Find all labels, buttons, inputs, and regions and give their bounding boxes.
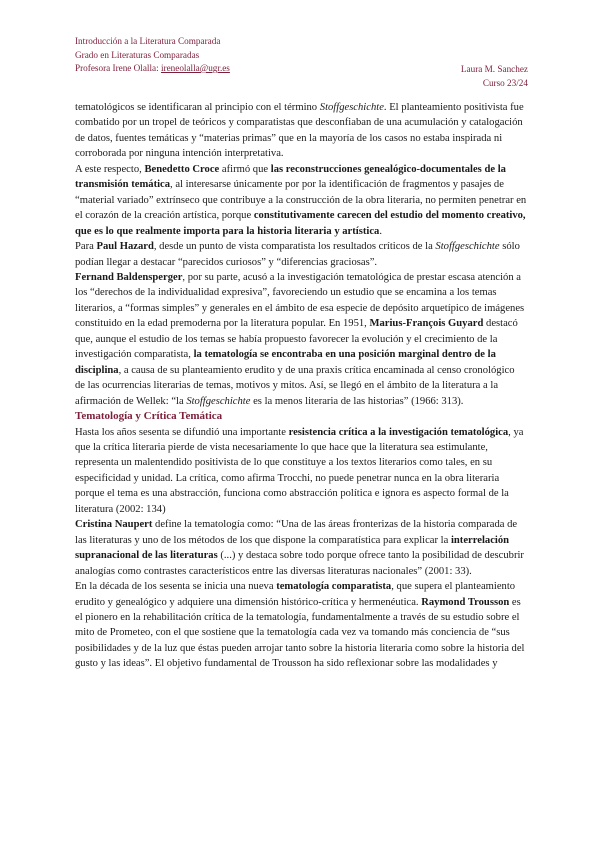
professor-label: Profesora Irene Olalla: [75, 63, 159, 73]
text-run: afirmó que [219, 163, 271, 175]
bold-phrase: interrelación supranacional de las literaturas [75, 534, 510, 562]
bold-name: Cristina Naupert [75, 519, 153, 531]
paragraph [75, 425, 527, 518]
paragraph [75, 270, 527, 409]
text-run: , que supera el planteamiento erudito y genealógico y adquiere una dimensión histórico-crítica y hermenéutica. [75, 581, 516, 608]
text-run: , al interesarse únicamente por por la identificación de fragmentos y pasajes de “material variado” extrínseco que contribuye a la construcción de la obra literaria, no permiten penetrar en el corazón de la creación artística, porque [75, 179, 527, 222]
bold-name: Marius-François Guyard [369, 318, 484, 330]
text-run: . [379, 225, 382, 237]
bold-name: Raymond Trousson [421, 596, 510, 608]
text-run: A este respecto, [75, 163, 145, 175]
text-run: , a causa de su planteamiento erudito y de una praxis crítica encaminada al censo cronológico de las ocurrencias literarias de temas, motivos y mitos. Así, se llegó en el ámbito de la literatura a la afirmación de Wellek: “la [75, 364, 515, 407]
bold-phrase: las reconstrucciones genealógico-documentales de la transmisión temática [75, 163, 506, 191]
text-run: . El planteamiento positivista fue combatido por un tropel de teóricos y comparatistas que desconfiaban de una acumulación y catalogación de datos, fuentes temáticas y “materias primas” que en la mayoría de los casos no estaba inspirada ni corroborada por ninguna intención interpretativa. [75, 102, 524, 160]
page-header-right [461, 63, 528, 90]
document-body [75, 100, 527, 672]
text-run: tematológicos se identificaran al principio con el término [75, 102, 320, 113]
bold-phrase: la tematología se encontraba en una posición marginal dentro de la disciplina [75, 349, 496, 376]
text-run: , ya que la crítica literaria pierde de vista necesariamente lo que hace que la literatura sea estimulante, representa un malentendido positivista de lo que constituye a los textos literarios como tales, en su especificidad y unidad. La crítica, como afirma Trocchi, no puede penetrar nunca en la obra literaria porque el tema es una abstracción, funciona como abstracción política e ignora es aspecto formal de la literatura (2002: 134) [75, 426, 524, 515]
italic-term: Stoffgeschichte [435, 241, 500, 253]
paragraph [75, 579, 527, 672]
paragraph [75, 162, 527, 239]
text-run: Hasta los años sesenta se difundió una importante [75, 426, 289, 438]
degree-name: Grado en Literaturas Comparadas [75, 49, 200, 60]
text-run: (...) y destaca sobre todo porque ofrece tanto la posibilidad de descubrir analogías como contrastes característicos entre las diversas literaturas nacionales” (2001: 33). [75, 550, 524, 577]
bold-name: Benedetto Croce [144, 163, 220, 175]
text-run: sólo podían llegar a destacar “parecidos curiosos” y “diferencias graciosas”. [75, 241, 520, 268]
bold-phrase: tematología comparatista [276, 581, 392, 593]
paragraph [75, 517, 527, 579]
italic-term: Stoffgeschichte [186, 395, 251, 407]
page-header-left [75, 35, 230, 76]
text-run: En la década de los sesenta se inicia una nueva [75, 581, 277, 593]
course-year: Curso 23/24 [482, 77, 528, 88]
bold-phrase: resistencia crítica a la investigación tematológica [288, 426, 509, 438]
paragraph [75, 100, 527, 162]
paragraph [75, 239, 527, 270]
text-run: , desde un punto de vista comparatista los resultados críticos de la [153, 241, 436, 253]
text-run: , por su parte, acusó a la investigación tematológica de prestar escasa atención a los “derechos de la individualidad expresiva”, favoreciendo un estudio que se encamina a los temas literarios, a “formas simples” y generales en el ámbito de esa especie de depósito arquetípico de imágenes constituido en la edad premoderna por la literatura popular. En 1951, [75, 271, 525, 330]
text-run: destacó que, aunque el estudio de los temas se había propuesto favorecer la evolución y el crecimiento de la investigación comparatista, [75, 318, 518, 361]
bold-phrase: constitutivamente carecen del estudio del momento creativo, que es lo que realmente importa para la historia literaria y artística [75, 210, 526, 237]
text-run: define la tematología como: “Una de las áreas fronterizas de la historia comparada de las literaturas y uno de los métodos de los que dispone la comparatística para explicar la [75, 519, 518, 546]
bold-name: Fernand Baldensperger [75, 271, 183, 283]
professor-email-link[interactable]: ireneolalla@ugr.es [160, 63, 230, 73]
text-run: es el pionero en la rehabilitación crítica de la tematología, fundamentalmente a través de su estudio sobre el mito de Prometeo, con el que sostiene que la tematología cada vez va tomando más conciencia de “sus posibilidades y de la luz que éstas pueden arrojar tanto sobre la historia literaria como sobre la historia del gusto y las ideas”. El objetivo fundamental de Trousson ha sido reflexionar sobre las modalidades y [75, 596, 525, 670]
student-name: Laura M. Sanchez [460, 64, 528, 74]
professor-line [75, 62, 230, 76]
section-heading: Tematología y Crítica Temática [75, 410, 223, 423]
italic-term: Stoffgeschichte [319, 102, 384, 113]
text-run: es la menos literaria de las historias” (1966: 313). [250, 395, 464, 407]
bold-name: Paul Hazard [96, 241, 154, 253]
course-title: Introducción a la Literatura Comparada [75, 36, 221, 46]
text-run: Para [75, 241, 97, 253]
